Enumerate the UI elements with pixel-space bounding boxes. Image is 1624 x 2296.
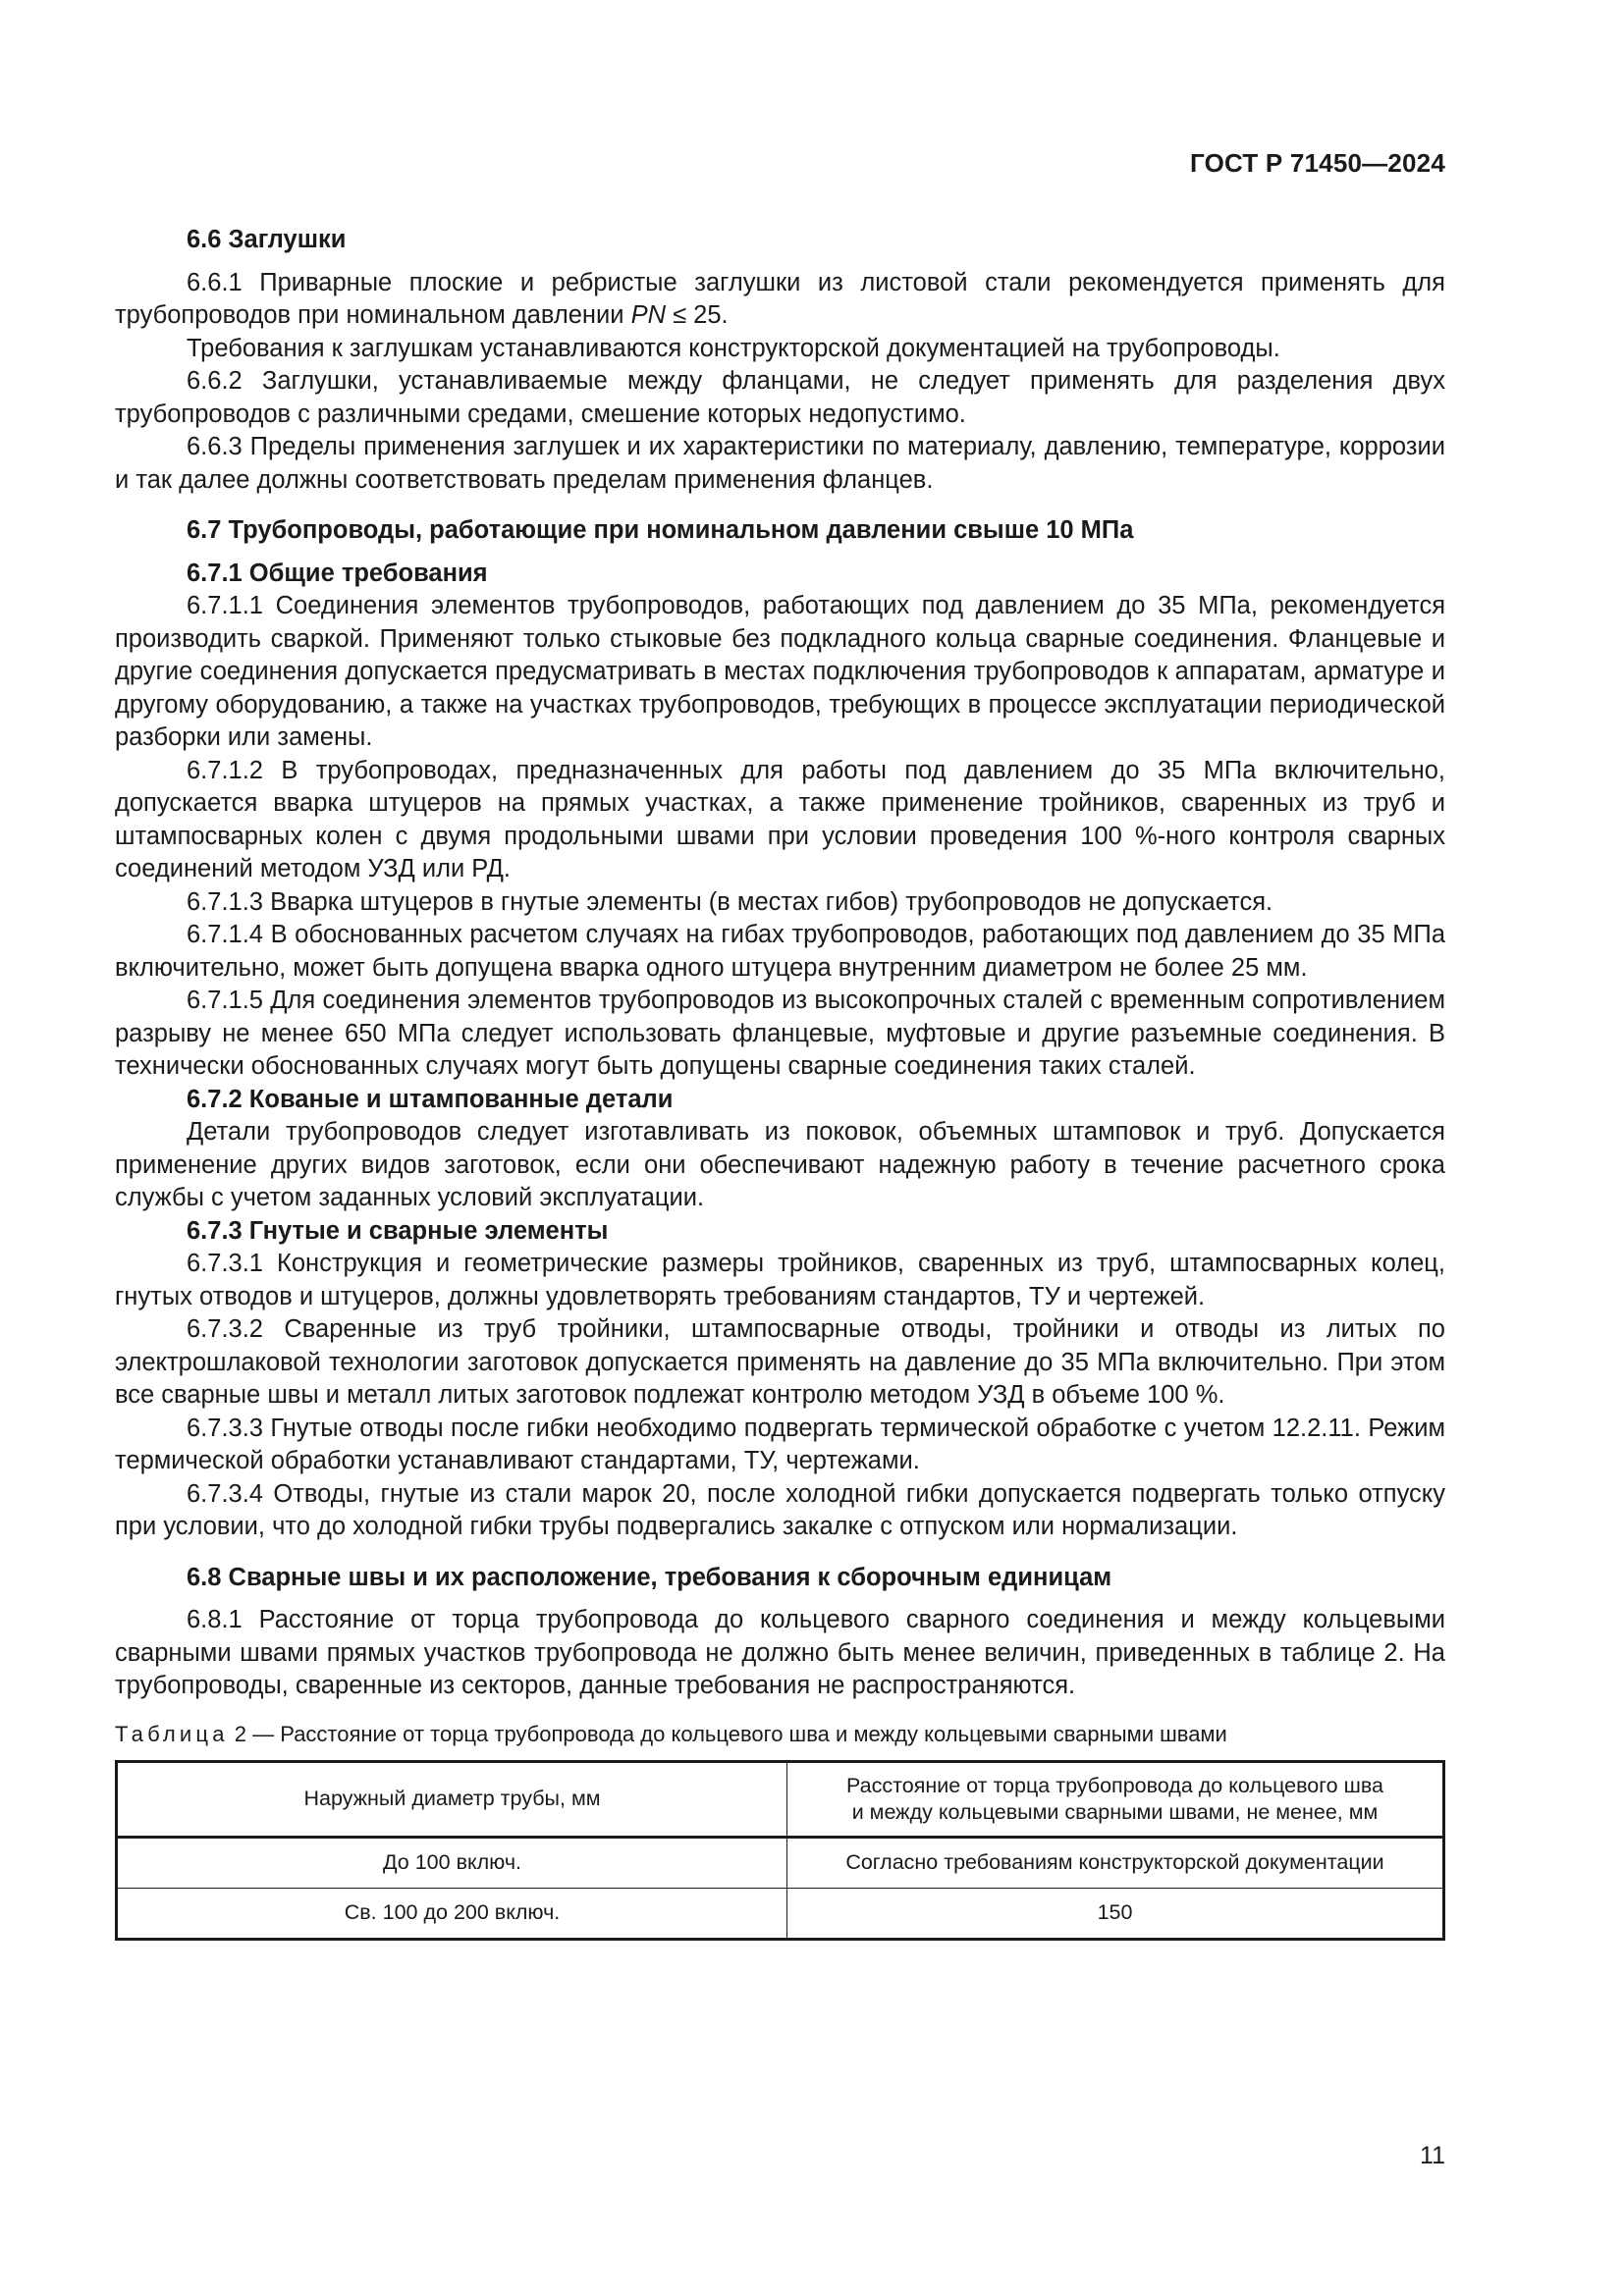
table-caption-label: Таблица [115, 1721, 229, 1746]
table-header-row [117, 1761, 1444, 1837]
paragraph-6-6-3: 6.6.3 Пределы применения заглушек и их характеристики по материалу, давлению, температуре, коррозии и так далее должны соответствовать пределам применения фланцев. [115, 433, 1445, 494]
section-6-7-3-title: 6.7.3 Гнутые и сварные элементы [187, 1216, 609, 1245]
paragraph-6-7-1-2: 6.7.1.2 В трубопроводах, предназначенных для работы под давлением до 35 МПа включительно, допускается вварка штуцеров на прямых участках, а также применение тройников, сваренных из труб и штампосварных колен с двумя продольными швами при условии проведения 100 %-ного контроля сварных соединений методом УЗД или РД. [115, 756, 1445, 882]
page-number: 11 [1420, 2142, 1445, 2169]
column-header-distance: Расстояние от торца трубопровода до кольцевого шва и между кольцевыми сварными швами, не менее, мм [787, 1761, 1444, 1837]
cell-distance: Согласно требованиям конструкторской документации [787, 1837, 1444, 1888]
document-code: ГОСТ Р 71450—2024 [1190, 148, 1445, 178]
section-6-8-title: 6.8 Сварные швы и их расположение, требования к сборочным единицам [187, 1563, 1112, 1591]
paragraph-6-7-3-1: 6.7.3.1 Конструкция и геометрические размеры тройников, сваренных из труб, штампосварных колец, гнутых отводов и штуцеров, должны удовлетворять требованиям стандартов, ТУ и чертежей. [115, 1250, 1445, 1310]
section-6-6-title: 6.6 Заглушки [187, 226, 347, 253]
paragraph-6-6-1-requirements: Требования к заглушкам устанавливаются конструкторской документацией на трубопроводы. [187, 334, 1280, 362]
cell-diameter: Св. 100 до 200 включ. [117, 1888, 787, 1939]
table-2-caption [115, 1719, 1445, 1750]
cell-distance: 150 [787, 1888, 1444, 1939]
paragraph-6-8-1: 6.8.1 Расстояние от торца трубопровода до кольцевого сварного соединения и между кольцевыми сварными швами прямых участков трубопровода не должно быть менее величин, приведенных в таблице 2. На трубопроводы, сваренные из секторов, данные требования не распространяются. [115, 1606, 1445, 1699]
paragraph-6-6-1: 6.6.1 Приварные плоские и ребристые заглушки из листовой стали рекомендуется применять для трубопроводов при номинальном давлении PN ≤ 25. [115, 268, 1445, 329]
paragraph-6-7-2: Детали трубопроводов следует изготавливать из поковок, объемных штамповок и труб. Допускается применение других видов заготовок, если они обеспечивают надежную работу в течение расчетного срока службы с учетом заданных условий эксплуатации. [115, 1118, 1445, 1211]
table-row [117, 1888, 1444, 1939]
section-6-7-title: 6.7 Трубопроводы, работающие при номинальном давлении свыше 10 МПа [187, 516, 1134, 544]
cell-diameter: До 100 включ. [117, 1837, 787, 1888]
paragraph-6-7-3-4: 6.7.3.4 Отводы, гнутые из стали марок 20, после холодной гибки допускается подвергать только отпуску при условии, что до холодной гибки трубы подвергались закалке с отпуском или нормализации. [115, 1479, 1445, 1540]
paragraph-6-7-1-5: 6.7.1.5 Для соединения элементов трубопроводов из высокопрочных сталей с временным сопротивлением разрыву не менее 650 МПа следует использовать фланцевые, муфтовые и другие разъемные соединения. В технически обоснованных случаях могут быть допущены сварные соединения таких сталей. [115, 987, 1445, 1080]
section-6-7-1-title: 6.7.1 Общие требования [187, 559, 488, 587]
paragraph-6-7-1-4: 6.7.1.4 В обоснованных расчетом случаях на гибах трубопроводов, работающих под давлением до 35 МПа включительно, может быть допущена вварка одного штуцера внутренним диаметром не более 25 мм. [115, 921, 1445, 982]
paragraph-6-7-1-3: 6.7.1.3 Вварка штуцеров в гнутые элементы (в местах гибов) трубопроводов не допускается. [187, 887, 1273, 916]
table-2 [115, 1760, 1445, 1941]
paragraph-6-7-1-1: 6.7.1.1 Соединения элементов трубопроводов, работающих под давлением до 35 МПа, рекомендуется производить сваркой. Применяют только стыковые без подкладного кольца сварные соединения. Фланцевые и другие соединения допускается предусматривать в местах подключения трубопроводов к аппаратам, арматуре и другому оборудованию, а также на участках трубопроводов, требующих в процессе эксплуатации периодической разборки или замены. [115, 592, 1445, 751]
paragraph-6-7-3-2: 6.7.3.2 Сваренные из труб тройники, штампосварные отводы, тройники и отводы из литых по электрошлаковой технологии заготовок допускается применять на давление до 35 МПа включительно. При этом все сварные швы и металл литых заготовок подлежат контролю методом УЗД в объеме 100 %. [115, 1315, 1445, 1409]
column-header-diameter: Наружный диаметр трубы, мм [117, 1761, 787, 1837]
pn-symbol: PN [630, 301, 666, 329]
paragraph-6-6-2: 6.6.2 Заглушки, устанавливаемые между фланцами, не следует применять для разделения двух трубопроводов с различными средами, смешение которых недопустимо. [115, 367, 1445, 428]
document-body [115, 224, 1445, 1941]
table-caption-text: 2 — Расстояние от торца трубопровода до кольцевого шва и между кольцевыми сварными швами [228, 1721, 1227, 1746]
section-6-7-2-title: 6.7.2 Кованые и штампованные детали [187, 1085, 674, 1113]
paragraph-6-7-3-3: 6.7.3.3 Гнутые отводы после гибки необходимо подвергать термической обработке с учетом 12.2.11. Режим термической обработки устанавливают стандартами, ТУ, чертежами. [115, 1414, 1445, 1474]
table-row [117, 1837, 1444, 1888]
